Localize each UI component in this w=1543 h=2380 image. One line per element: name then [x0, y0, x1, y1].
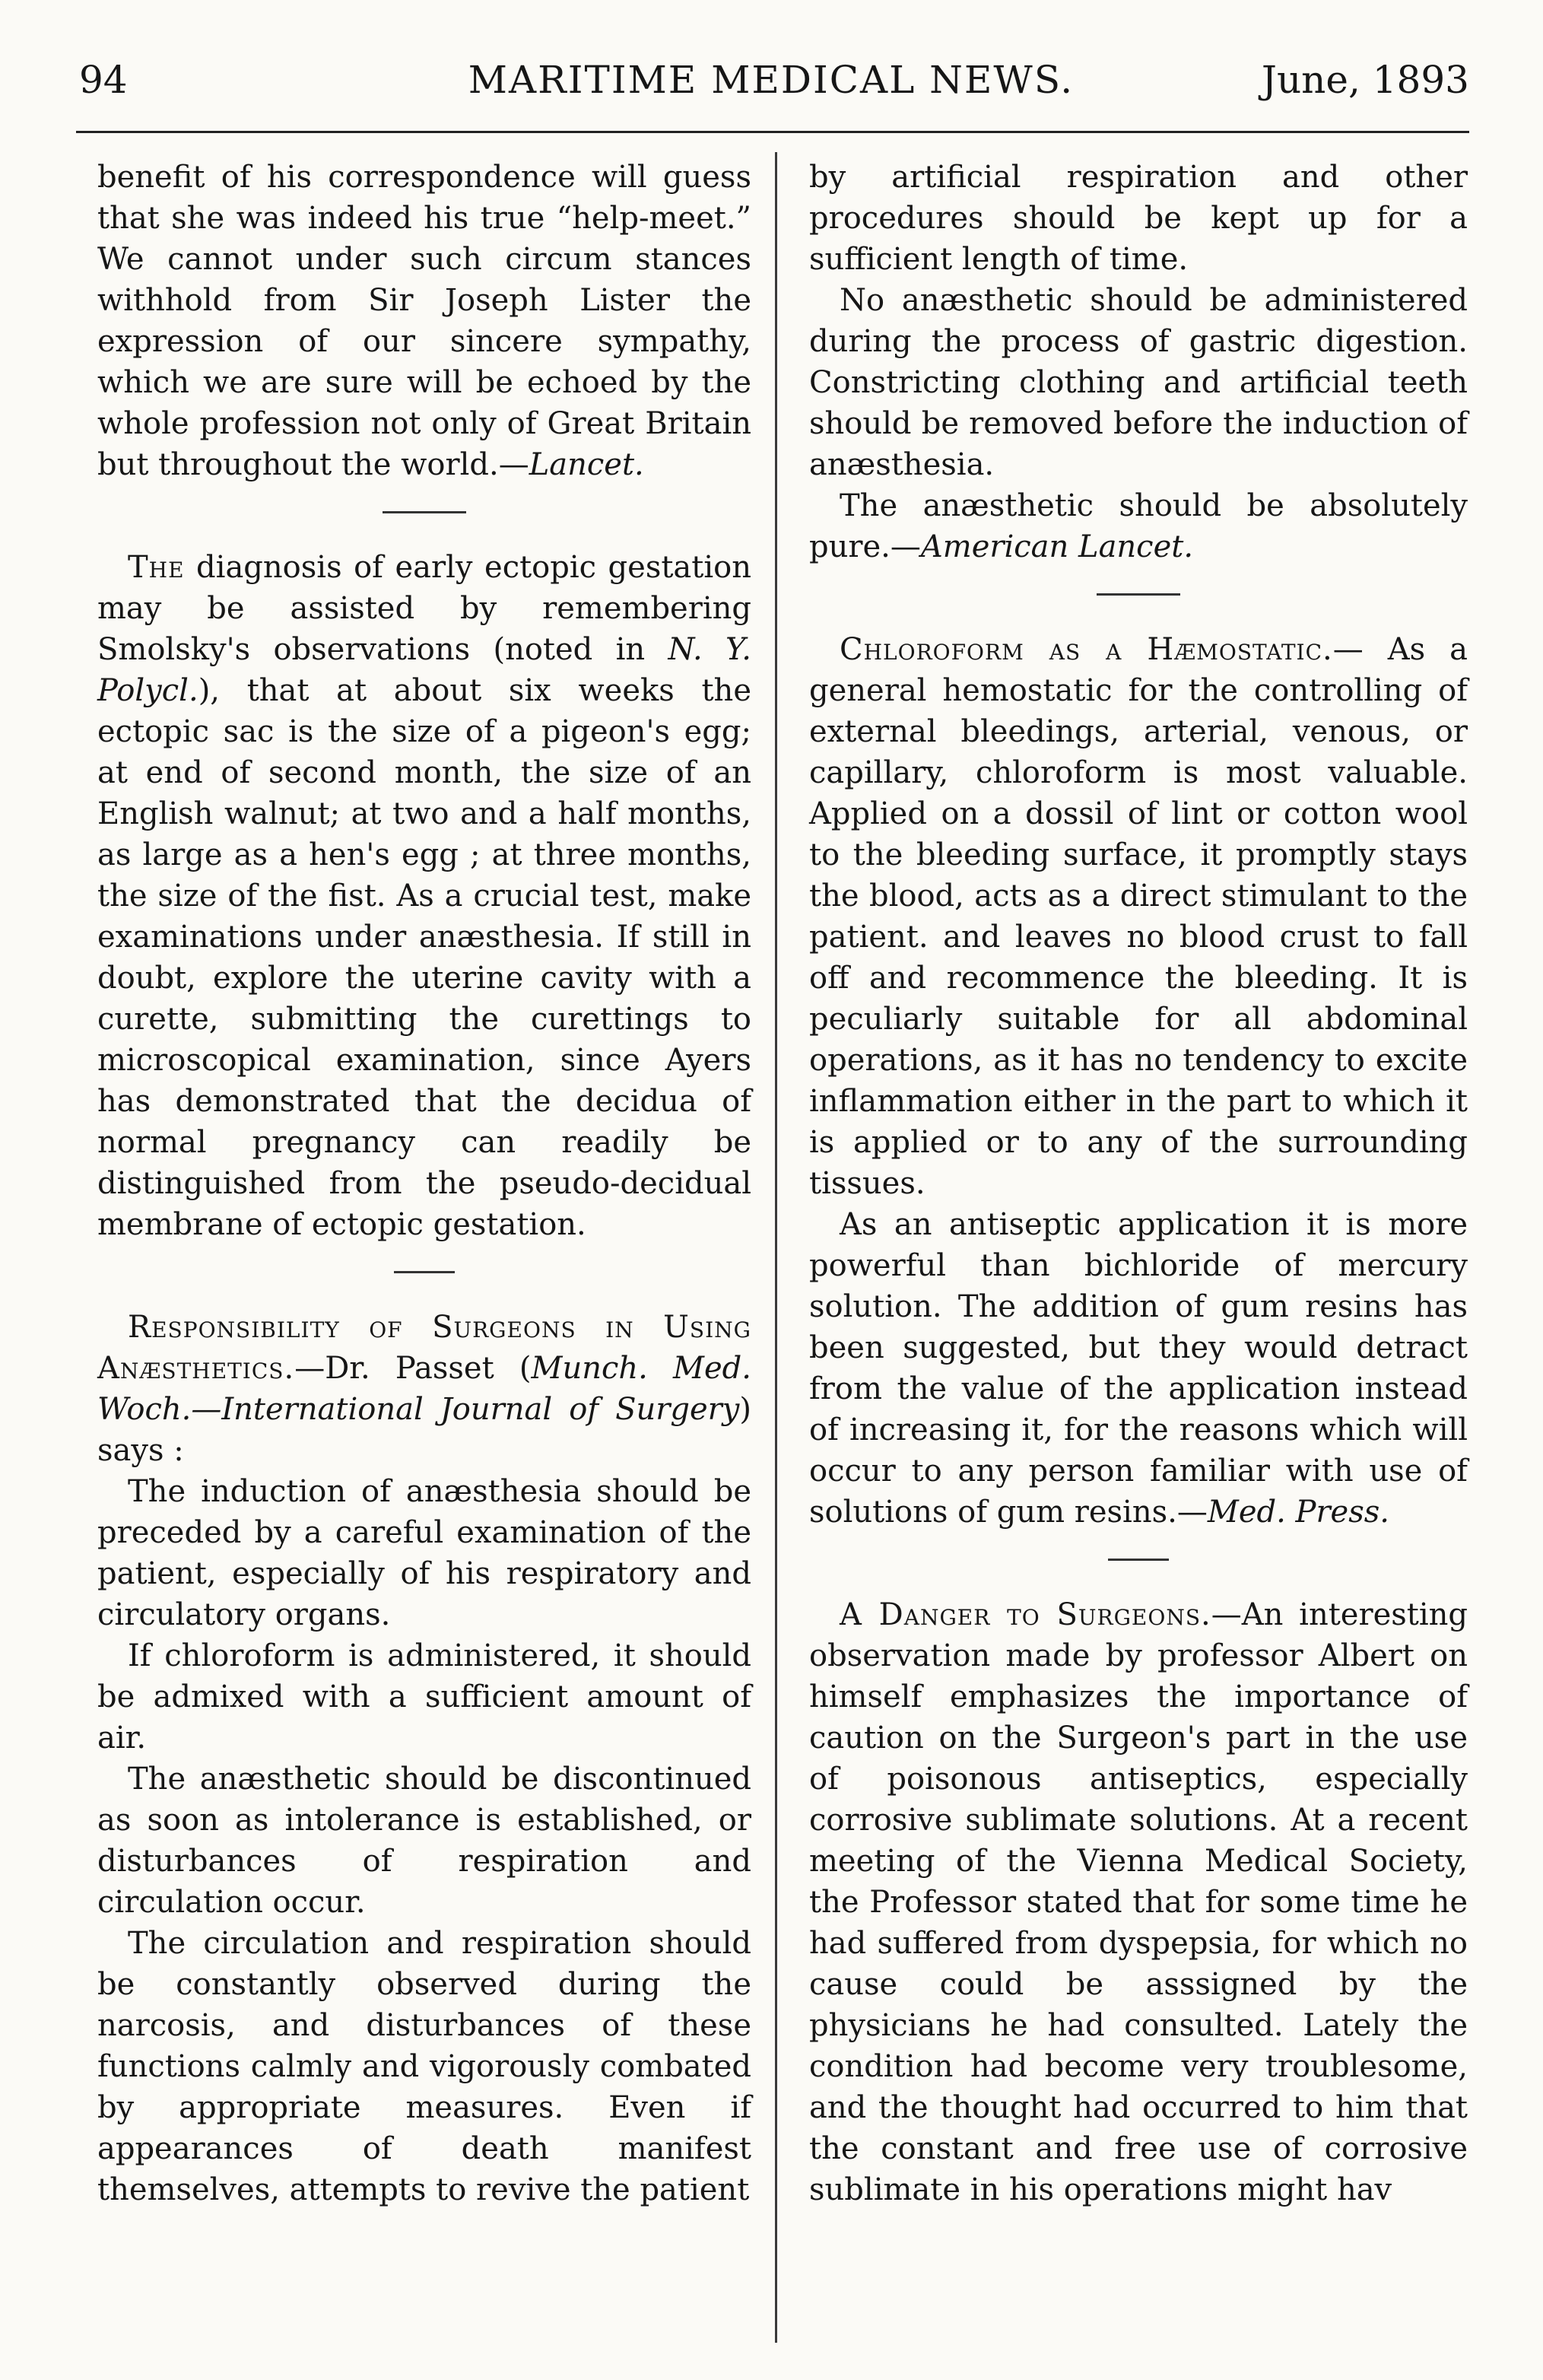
- section-heading: Responsibility of Surgeons in Using Anæsthetics.: [97, 1310, 751, 1386]
- body-paragraph: by artificial respiration and other procedures should be kept up for a sufficient length of time.: [809, 160, 1468, 277]
- anaesthetics-intro-paragraph: Responsibility of Surgeons in Using Anæsthetics.—Dr. Passet (Munch. Med. Woch.—International Journal of Surgery) says :: [97, 1310, 751, 1468]
- body-paragraph: The anæsthetic should be discontinued as soon as intolerance is established, or disturbances of respiration and circulation occur.: [97, 1762, 751, 1920]
- body-paragraph: The induction of anæsthesia should be preceded by a careful examination of the patient, especially of his respiratory and circulatory organs.: [97, 1474, 751, 1632]
- body-paragraph: If chloroform is administered, it should be admixed with a sufficient amount of air.: [97, 1638, 751, 1756]
- right-column: [809, 157, 1468, 2210]
- body-paragraph: As an antiseptic application it is more powerful than bichloride of mercury solution. The addition of gum resins has been suggested, but they would detract from the value of the application instead of increasing it, for the reasons which will occur to any person familiar with use of solutions of gum resins.—Med. Press.: [809, 1207, 1468, 1530]
- page-header: [73, 46, 1469, 114]
- body-paragraph: The anæsthetic should be absolutely pure.—American Lancet.: [809, 488, 1468, 564]
- source-citation: Lancet.: [529, 447, 644, 482]
- journal-title: MARITIME MEDICAL NEWS.: [468, 58, 1075, 102]
- source-citation: Med. Press.: [1207, 1495, 1389, 1530]
- section-separator: [1097, 593, 1180, 596]
- chloroform-paragraph: Chloroform as a Hæmostatic.— As a general hemostatic for the controlling of external bleedings, arterial, venous, or capillary, chloroform is most valuable. Applied on a dossil of lint or cotton wool to the bleeding surface, it promptly stays the blood, acts as a direct stimulant to the patient. and leaves no blood crust to fall off and recommence the bleeding. It is peculiarly suitable for all abdominal operations, as it has no tendency to excite inflammation either in the part to which it is applied or to any of the surrounding tissues.: [809, 632, 1468, 1201]
- header-rule: [76, 131, 1469, 133]
- column-divider: [775, 152, 777, 2343]
- lister-paragraph: benefit of his correspondence will guess that she was indeed his true “help-meet.” We cannot under such circum stances withhold from Sir Joseph Lister the expression of our sincere sympathy, which we are sure will be echoed by the whole profession not only of Great Britain but throughout the world.—Lancet.: [97, 160, 751, 482]
- section-separator: [383, 511, 466, 513]
- page-number: 94: [79, 58, 128, 102]
- left-column: [97, 157, 751, 2210]
- section-separator: [1108, 1559, 1169, 1561]
- danger-paragraph: A Danger to Surgeons.—An interesting observation made by professor Albert on himself emphasizes the importance of caution on the Surgeon's part in the use of poisonous antiseptics, especially corrosive sublimate solutions. At a recent meeting of the Vienna Medical Society, the Professor stated that for some time he had suffered from dyspepsia, for which no cause could be asssigned by the physicians he had consulted. Lately the condition had become very troublesome, and the thought had occurred to him that the constant and free use of corrosive sublimate in his operations might hav: [809, 1597, 1468, 2207]
- ectopic-gestation-paragraph: The diagnosis of early ectopic gestation may be assisted by remembering Smolsky's observations (noted in N. Y. Polycl.), that at about six weeks the ectopic sac is the size of a pigeon's egg; at end of second month, the size of an English walnut; at two and a half months, as large as a hen's egg ; at three months, the size of the fist. As a crucial test, make examinations under anæsthesia. If still in doubt, explore the uterine cavity with a curette, submitting the curettings to microscopical examination, since Ayers has demonstrated that the decidua of normal pregnancy can readily be distinguished from the pseudo-decidual membrane of ectopic gestation.: [97, 550, 751, 1242]
- source-citation: American Lancet.: [920, 529, 1194, 564]
- reference-citation: N. Y. Polycl.: [97, 632, 751, 708]
- body-paragraph: The circulation and respiration should be constantly observed during the narcosis, and disturbances of these functions calmly and vigorously combated by appropriate measures. Even if appearances of death manifest themselves, attempts to revive the patient: [97, 1926, 751, 2207]
- issue-date: June, 1893: [1261, 58, 1469, 102]
- section-heading: A Danger to Surgeons.: [840, 1597, 1211, 1632]
- section-separator: [394, 1271, 455, 1273]
- source-citation: Munch. Med. Woch.—International Journal of Surgery: [97, 1351, 751, 1427]
- body-paragraph: No anæsthetic should be administered during the process of gastric digestion. Constricting clothing and artificial teeth should be removed before the induction of anæsthesia.: [809, 283, 1468, 482]
- section-heading: Chloroform as a Hæmostatic.: [840, 632, 1333, 667]
